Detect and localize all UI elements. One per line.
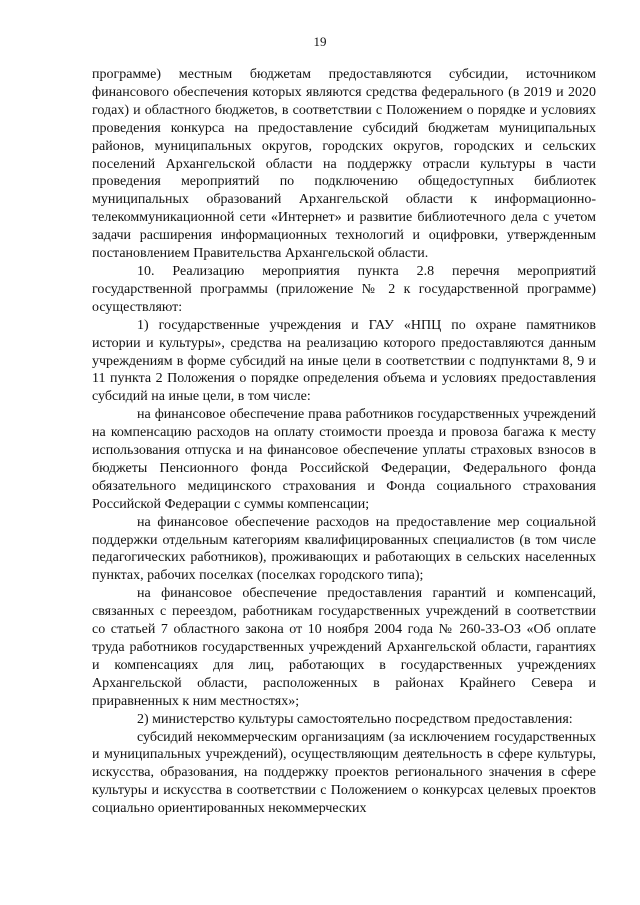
paragraph: 10. Реализацию мероприятия пункта 2.8 перечня мероприятий государственной программы (приложение № 2 к государственной программе) осуществляют:: [92, 263, 596, 315]
paragraph: субсидий некоммерческим организациям (за исключением государственных и муниципальных учреждений), осуществляющим деятельность в сфере культуры, искусства, образования, на поддержку проектов регионального значения в сфере культуры и искусства в соответствии с Положением о конкурсах целевых проектов социально ориентированных некоммерческих: [92, 729, 596, 817]
paragraph: программе) местным бюджетам предоставляются субсидии, источником финансового обеспечения которых являются средства федерального (в 2019 и 2020 годах) и областного бюджетов, в соответствии с Положением о порядке и условиях проведения конкурса на предоставление субсидий бюджетам муниципальных районов, муниципальных округов, городских округов, городских и сельских поселений Архангельской области на поддержку отрасли культуры в части проведения мероприятий по подключению общедоступных библиотек муниципальных образований Архангельской области к информационно-телекоммуникационной сети «Интернет» и развитие библиотечного дела с учетом задачи расширения информационных технологий и оцифровки, утвержденным постановлением Правительства Архангельской области.: [92, 67, 596, 262]
paragraph: на финансовое обеспечение права работников государственных учреждений на компенсацию расходов на оплату стоимости проезда и провоза багажа к месту использования отпуска и на финансовое обеспечение уплаты страховых взносов в бюджеты Пенсионного фонда Российской Федерации, Федерального фонда обязательного медицинского страхования и Фонда социального страхования Российской Федерации с суммы компенсации;: [92, 407, 596, 512]
page-number: 19: [313, 34, 327, 49]
paragraph: 1) государственные учреждения и ГАУ «НПЦ по охране памятников истории и культуры», средства на реализацию которого предоставляются данным учреждениям в форме субсидий на иные цели в соответствии с подпунктами 8, 9 и 11 пункта 2 Положения о порядке определения объема и условиях предоставления субсидий на иные цели, в том числе:: [92, 317, 596, 405]
document-body: [92, 66, 596, 818]
paragraph: на финансовое обеспечение расходов на предоставление мер социальной поддержки отдельным категориям квалифицированных специалистов (в том числе педагогических работников), проживающих и работающих в сельских населенных пунктах, рабочих поселках (поселках городского типа);: [92, 514, 596, 584]
paragraph: на финансовое обеспечение предоставления гарантий и компенсаций, связанных с переездом, работникам государственных учреждений в соответствии со статьей 7 областного закона от 10 ноября 2004 года № 260-33-ОЗ «Об оплате труда работников государственных учреждений Архангельской области, гарантиях и компенсациях для лиц, работающих в государственных учреждениях Архангельской области, расположенных в районах Крайнего Севера и приравненных к ним местностях»;: [92, 586, 596, 709]
paragraph: 2) министерство культуры самостоятельно посредством предоставления:: [137, 711, 573, 727]
